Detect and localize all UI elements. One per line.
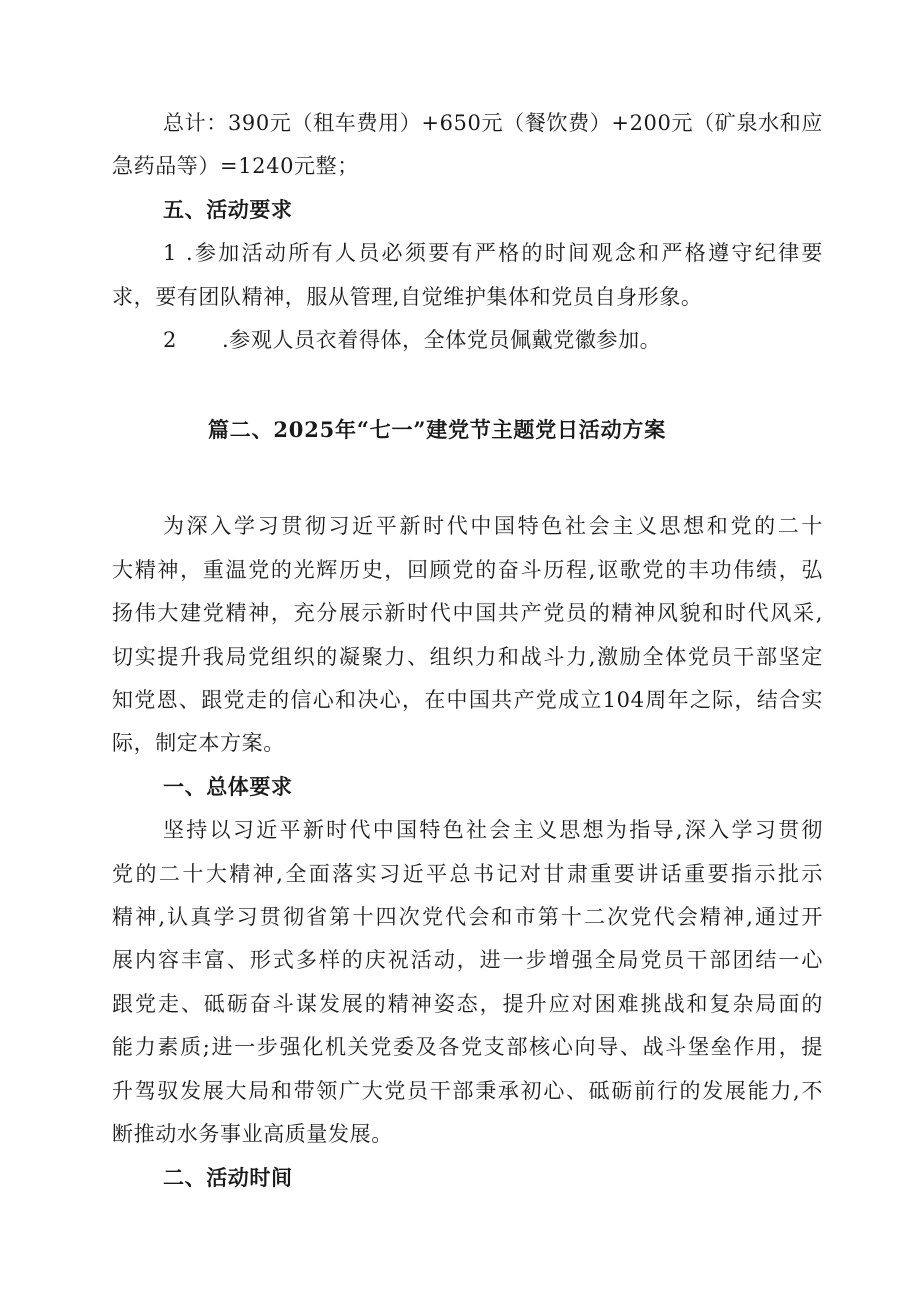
section1-line: 跟党走、砥砺奋斗谋发展的精神姿态，提升应对困难挑战和复杂局面的 [112,992,823,1016]
requirement-1-line-1: 1 .参加活动所有人员必须要有严格的时间观念和严格遵守纪律要 [163,241,823,265]
requirement-2-text: .参观人员衣着得体，全体党员佩戴党徽参加。 [222,328,662,352]
budget-total-line-1: 总计：390元（租车费用）+650元（餐饮费）+200元（矿泉水和应 [163,111,823,135]
section1-line: 升驾驭发展大局和带领广大党员干部秉承初心、砥砺前行的发展能力,不 [112,1079,823,1103]
intro-line: 切实提升我局党组织的凝聚力、组织力和战斗力,激励全体党员干部坚定 [112,645,823,669]
section-heading-general: 一、总体要求 [163,774,293,799]
section1-line: 精神,认真学习贯彻省第十四次党代会和市第十二次党代会精神,通过开 [112,905,823,929]
requirement-2-number: 2 [163,328,177,352]
intro-line: 扬伟大建党精神，充分展示新时代中国共产党员的精神风貌和时代风采, [112,601,823,625]
section1-line: 能力素质;进一步强化机关党委及各党支部核心向导、战斗堡垒作用，提 [112,1035,823,1059]
document-title: 篇二、2025年“七一”建党节主题党日活动方案 [208,417,667,442]
section1-line: 党的二十大精神,全面落实习近平总书记对甘肃重要讲话重要指示批示 [112,862,823,886]
section1-line: 断推动水务事业高质量发展。 [112,1122,393,1146]
section1-line: 展内容丰富、形式多样的庆祝活动，进一步增强全局党员干部团结一心 [112,948,823,972]
requirement-1-line-2: 求，要有团队精神，服从管理,自觉维护集体和党员自身形象。 [112,285,703,309]
section1-line: 坚持以习近平新时代中国特色社会主义思想为指导,深入学习贯彻 [163,818,823,842]
intro-line: 际，制定本方案。 [112,731,285,755]
section-heading-time: 二、活动时间 [163,1165,293,1190]
intro-line: 大精神，重温党的光辉历史，回顾党的奋斗历程,讴歌党的丰功伟绩，弘 [112,558,823,582]
budget-total-line-2: 急药品等）=1240元整； [112,154,359,178]
intro-line: 为深入学习贯彻习近平新时代中国特色社会主义思想和党的二十 [163,514,823,538]
section-heading-requirements: 五、活动要求 [163,197,293,222]
intro-line: 知党恩、跟党走的信心和决心，在中国共产党成立104周年之际，结合实 [112,688,823,712]
